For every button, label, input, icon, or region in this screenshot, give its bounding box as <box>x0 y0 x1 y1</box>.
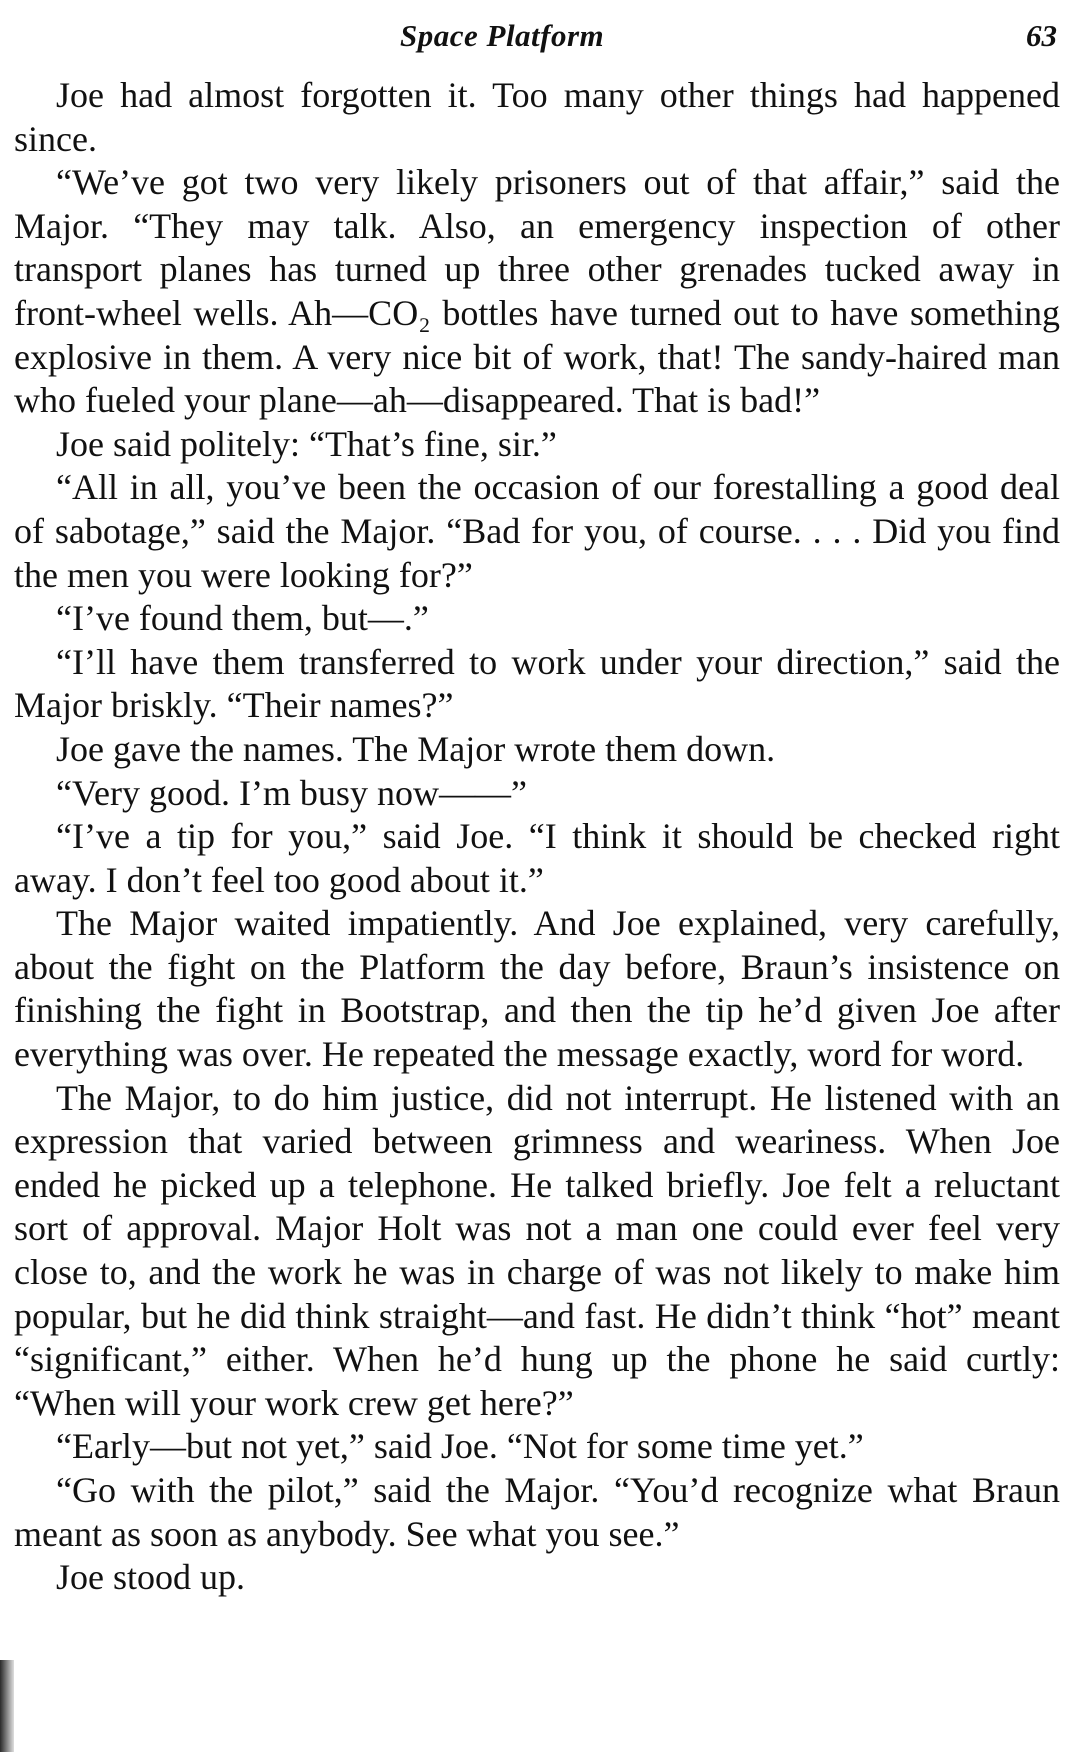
paragraph: Joe gave the names. The Major wrote them down. <box>56 728 776 769</box>
running-title: Space Platform <box>400 18 605 53</box>
paragraph: “All in all, you’ve been the occasion of our forestalling a good deal of sabotage,” said the Major. “Bad for you, of course. . . . Did you find the men you were looking for?” <box>14 467 1060 595</box>
running-head <box>0 18 1082 64</box>
paragraph: “I’ve found them, but—.” <box>56 598 429 639</box>
paragraph: “We’ve got two very likely prisoners out of that affair,” said the Major. “They may talk. Also, an emergency inspection of other transport planes has turned up three other grenades tucked away in front-wheel wells. Ah—CO₂ bottles have turned out to have something explosive in them. A very nice bit of work, that! The sandy-haired man who fueled your plane—ah—disappeared. That is bad!” <box>14 162 1060 421</box>
paragraph: The Major waited impatiently. And Joe explained, very carefully, about the fight on the Platform the day before, Braun’s insistence on finishing the fight in Bootstrap, and then the tip he’d given Joe after everything was over. He repeated the message exactly, word for word. <box>14 903 1060 1075</box>
paragraph: “Go with the pilot,” said the Major. “You’d recognize what Braun meant as soon as anybody. See what you see.” <box>14 1470 1060 1554</box>
paragraph: Joe said politely: “That’s fine, sir.” <box>56 423 557 464</box>
paragraph: “I’ve a tip for you,” said Joe. “I think it should be checked right away. I don’t feel too good about it.” <box>14 816 1060 900</box>
body-text <box>14 74 1060 1600</box>
paragraph: Joe stood up. <box>56 1557 245 1598</box>
paragraph: The Major, to do him justice, did not interrupt. He listened with an expression that varied between grimness and weariness. When Joe ended he picked up a telephone. He talked briefly. Joe felt a reluctant sort of approval. Major Holt was not a man one could ever feel very close to, and the work he was in charge of was not likely to make him popular, but he did think straight—and fast. He didn’t think “hot” meant “significant,” either. When he’d hung up the phone he said curtly: “When will your work crew get here?” <box>14 1077 1060 1423</box>
paragraph: Joe had almost forgotten it. Too many other things had happened since. <box>14 75 1060 159</box>
paragraph: “Very good. I’m busy now——” <box>56 772 527 813</box>
scan-shadow <box>0 1660 14 1752</box>
paragraph: “Early—but not yet,” said Joe. “Not for some time yet.” <box>56 1426 864 1467</box>
page-number: 63 <box>1026 18 1057 53</box>
paragraph: “I’ll have them transferred to work under your direction,” said the Major briskly. “Their names?” <box>14 641 1060 726</box>
